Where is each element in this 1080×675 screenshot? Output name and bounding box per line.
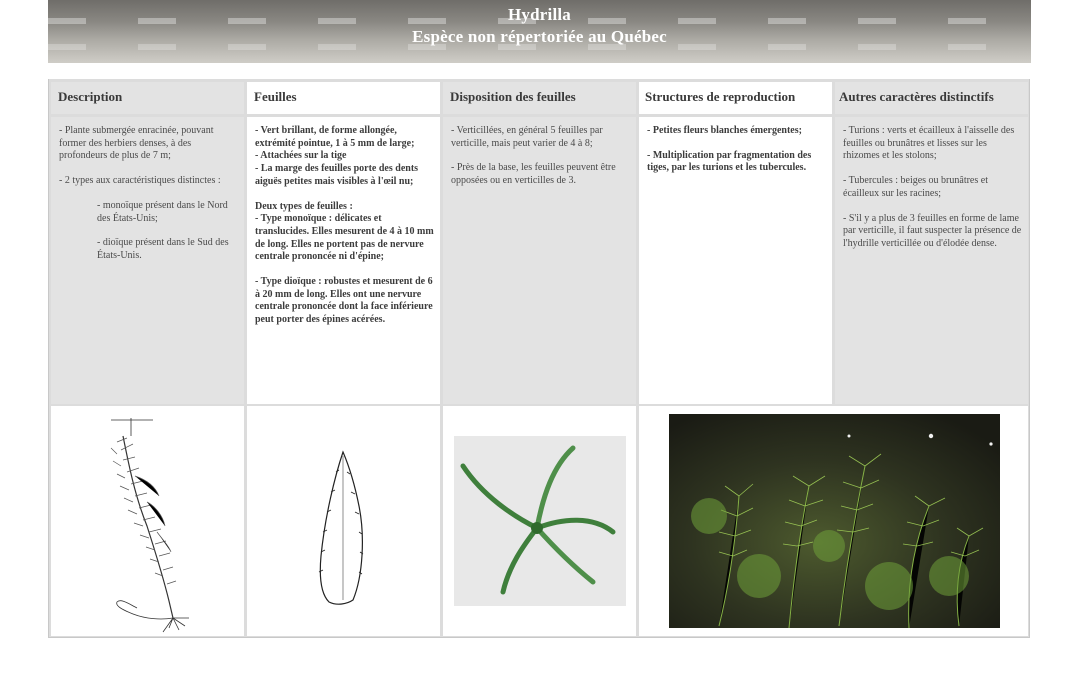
cell-autres (835, 117, 1028, 404)
feuilles-text: - Attachées sur la tige (255, 150, 347, 162)
reproduction-text: - Petites fleurs blanches émergentes; (647, 125, 802, 136)
cell-disposition (443, 117, 636, 404)
description-text: - monoïque présent dans le Nord des États-Unis; (97, 199, 228, 224)
leaf-drawing (247, 406, 440, 636)
feuilles-text: - La marge des feuilles porte des dents aiguës petites mais visibles à l'œil nu; (255, 163, 419, 187)
header-reproduction: Structures de reproduction (639, 82, 832, 114)
species-title: Hydrilla (508, 5, 571, 24)
feuilles-text: - Type dioïque : robustes et mesurent de 6 à 20 mm de long. Elles ont une nervure centrale prononcée dont la face inférieure peut porter des épines acérées. (255, 276, 433, 326)
hydrilla-underwater-photo (639, 406, 1028, 636)
autres-text: - Turions : verts et écailleux à l'aisselle des feuilles ou brunâtres et lisses sur les rhizomes et les stolons; (843, 125, 1015, 162)
hydrilla-plant-illustration (51, 406, 244, 636)
cell-description (51, 117, 244, 404)
description-text: - dioïque présent dans le Sud des États-Unis. (97, 237, 229, 261)
cell-reproduction (639, 117, 832, 404)
underwater-photo (639, 406, 1028, 636)
feuilles-text: - Type monoïque : délicates et translucides. Elles mesurent de 4 à 10 mm de long. Elles ne portent pas de nervure centrale prononcée ni d'épine; (255, 213, 434, 263)
leaf-whorl-image (443, 406, 636, 636)
reproduction-text: - Multiplication par fragmentation des tiges, par les turions et les tubercules. (647, 149, 812, 174)
description-text: - 2 types aux caractéristiques distinctes : (59, 175, 221, 187)
whorl-photo (443, 406, 636, 636)
autres-text: - Tubercules : beiges ou brunâtres et écailleux sur les racines; (843, 175, 988, 199)
plant-drawing (51, 406, 244, 636)
leaf-illustration (247, 406, 440, 636)
header-feuilles: Feuilles (247, 82, 440, 114)
disposition-text: - Près de la base, les feuilles peuvent être opposées ou en verticilles de 3. (451, 162, 616, 187)
header-autres: Autres caractères distinctifs (835, 82, 1028, 114)
feuilles-text: - Vert brillant, de forme allongée, extrémité pointue, 1 à 5 mm de large; (255, 125, 415, 149)
disposition-text: - Verticillées, en général 5 feuilles par verticille, mais peut varier de 4 à 8; (451, 125, 603, 149)
cell-feuilles (247, 117, 440, 404)
header-banner (48, 0, 1031, 63)
table-top-strip (48, 63, 1030, 79)
species-status: Espèce non répertoriée au Québec (412, 27, 667, 46)
header-disposition: Disposition des feuilles (443, 82, 636, 114)
autres-text: - S'il y a plus de 3 feuilles en forme de lame par verticille, il faut suspecter la présence de l'hydrille verticillée ou d'élodée dense. (843, 212, 1022, 249)
header-description: Description (51, 82, 244, 114)
feuilles-text: Deux types de feuilles : (255, 200, 353, 212)
description-text: - Plante submergée enracinée, pouvant former des herbiers denses, à des profondeurs de plus de 7 m; (59, 125, 214, 162)
